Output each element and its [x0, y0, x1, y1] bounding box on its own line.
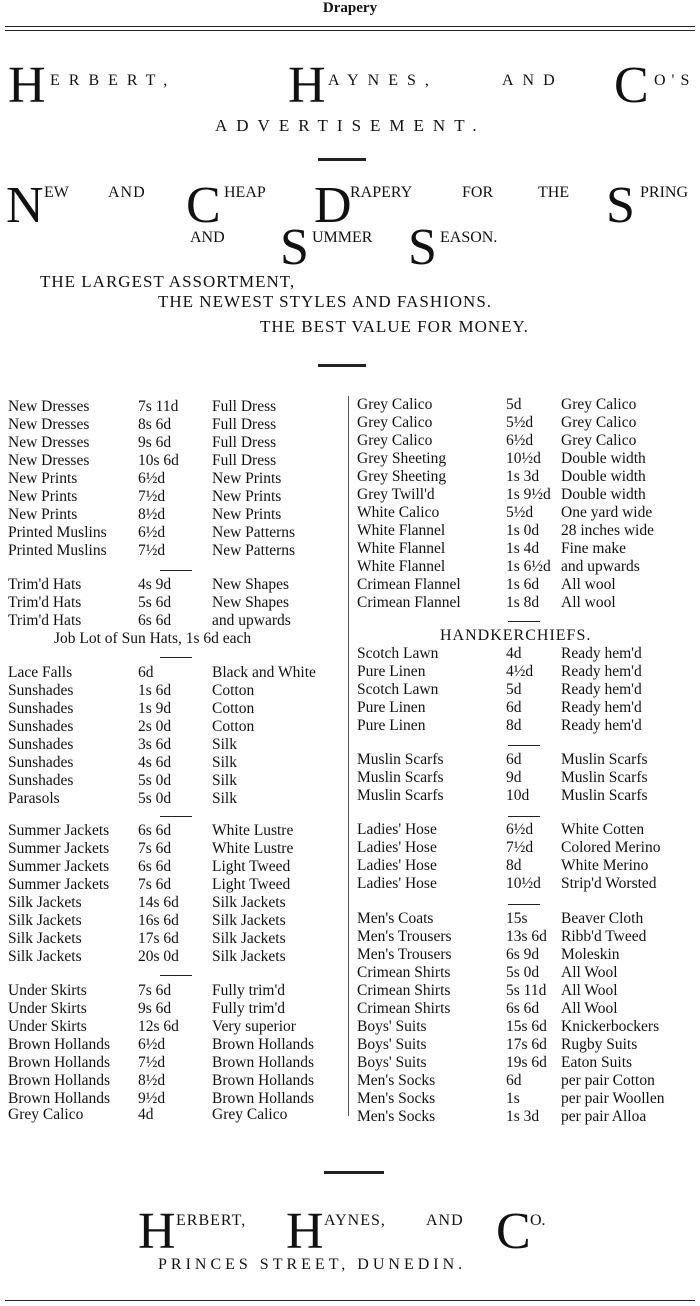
left-item-name: Trim'd Hats — [8, 594, 82, 611]
column-divider — [348, 396, 349, 1116]
left-item-name: Trim'd Hats — [8, 612, 82, 629]
right-item-name: White Flannel — [357, 540, 446, 557]
right-item-name: Men's Socks — [357, 1090, 436, 1107]
title-word-and: AND — [502, 72, 564, 89]
right-description: Eaton Suits — [561, 1054, 633, 1071]
right-description: Double width — [561, 468, 646, 485]
left-item-name: New Dresses — [8, 416, 90, 433]
headline-word-heap: HEAP — [224, 184, 266, 201]
left-item-name: Trim'd Hats — [8, 576, 82, 593]
right-description: Beaver Cloth — [561, 910, 644, 927]
right-item-name: Crimean Flannel — [357, 576, 461, 593]
footer-cap-c: C — [496, 1203, 531, 1260]
left-price: 4s 6d — [138, 754, 172, 771]
title-cap-h1: H — [8, 57, 46, 114]
left-description: New Patterns — [212, 524, 296, 541]
left-description: Very superior — [212, 1018, 296, 1035]
left-price: 10s 6d — [138, 452, 179, 469]
right-description: Double width — [561, 450, 646, 467]
sep-l2 — [160, 657, 192, 658]
left-description: Brown Hollands — [212, 1036, 315, 1053]
tagline-2: THE NEWEST STYLES AND FASHIONS. — [158, 292, 493, 311]
right-price: 6s 9d — [506, 946, 540, 963]
title-divider — [318, 158, 366, 161]
right-price: 1s 9½d — [506, 486, 551, 503]
left-description: Full Dress — [212, 434, 277, 451]
left-item-name: Brown Hollands — [8, 1036, 111, 1053]
headline-word-the: THE — [538, 184, 570, 201]
right-item-name: Crimean Flannel — [357, 594, 461, 611]
left-item-name: Silk Jackets — [8, 948, 82, 965]
headline-word-and: AND — [108, 184, 146, 201]
left-description: Brown Hollands — [212, 1090, 315, 1107]
left-item-name: Sunshades — [8, 682, 74, 699]
left-price: 6s 6d — [138, 612, 172, 629]
right-item-name: White Calico — [357, 504, 440, 521]
right-item-name: Grey Calico — [357, 432, 433, 449]
right-price: 1s 8d — [506, 594, 540, 611]
right-description: 28 inches wide — [561, 522, 654, 539]
left-description: Brown Hollands — [212, 1072, 315, 1089]
right-item-name: Men's Trousers — [357, 946, 452, 963]
right-description: Rugby Suits — [561, 1036, 638, 1053]
left-description: New Patterns — [212, 542, 296, 559]
right-description: Grey Calico — [561, 396, 637, 413]
left-item-name: New Dresses — [8, 434, 90, 451]
left-price: 7s 11d — [138, 398, 179, 415]
footer-word-and: AND — [426, 1212, 464, 1229]
footer-cap-h2: H — [286, 1203, 324, 1260]
right-description: Ready hem'd — [561, 699, 642, 716]
left-description: Light Tweed — [212, 858, 291, 875]
right-description: All wool — [561, 576, 616, 593]
right-item-name: Boys' Suits — [357, 1018, 427, 1035]
headline-word-eason: EASON. — [440, 229, 498, 246]
right-item-name: Crimean Shirts — [357, 964, 451, 981]
right-item-name: Muslin Scarfs — [357, 751, 444, 768]
section-header: Drapery — [322, 0, 378, 16]
right-price: 1s 3d — [506, 1108, 540, 1125]
headline-cap-c: C — [186, 177, 221, 234]
right-item-name: Men's Coats — [357, 910, 434, 927]
left-description: New Prints — [212, 506, 282, 523]
left-description: Grey Calico — [212, 1106, 288, 1123]
sep-l3 — [160, 816, 192, 817]
right-price: 6½d — [506, 821, 534, 838]
title-cap-c: C — [614, 57, 649, 114]
right-description: Colored Merino — [561, 839, 661, 856]
right-price: 5s 0d — [506, 964, 540, 981]
left-item-name: Summer Jackets — [8, 822, 110, 839]
right-description: Fine make — [561, 540, 626, 557]
right-price: 8d — [506, 717, 522, 734]
left-price: 8s 6d — [138, 416, 172, 433]
headline-word-for: FOR — [462, 184, 494, 201]
left-price: 6s 6d — [138, 822, 172, 839]
right-price: 6d — [506, 751, 522, 768]
right-item-name: Crimean Shirts — [357, 1000, 451, 1017]
left-item-name: New Dresses — [8, 452, 90, 469]
left-price: 6½d — [138, 1036, 166, 1053]
left-price: 5s 0d — [138, 790, 172, 807]
right-price: 6s 6d — [506, 1000, 540, 1017]
left-description: Silk — [212, 736, 237, 753]
right-item-name: Grey Calico — [357, 414, 433, 431]
left-price: 6s 6d — [138, 858, 172, 875]
advertisement-label: ADVERTISEMENT. — [215, 116, 486, 135]
right-description: Knickerbockers — [561, 1018, 660, 1035]
left-price: 7s 6d — [138, 982, 172, 999]
left-price: 6½d — [138, 470, 166, 487]
left-description: Full Dress — [212, 452, 277, 469]
right-price: 15s — [506, 910, 528, 927]
left-item-name: New Prints — [8, 488, 78, 505]
left-description: New Shapes — [212, 594, 290, 611]
right-description: All Wool — [561, 982, 618, 999]
headline-word-ummer: UMMER — [312, 229, 373, 246]
left-item-name: Sunshades — [8, 772, 74, 789]
right-description: One yard wide — [561, 504, 653, 521]
right-price: 10½d — [506, 450, 541, 467]
left-price: 8½d — [138, 506, 166, 523]
headline-word-and2: AND — [190, 229, 225, 246]
right-price: 8d — [506, 857, 522, 874]
left-price: 2s 0d — [138, 718, 172, 735]
left-item-name: Summer Jackets — [8, 858, 110, 875]
left-price: 9s 6d — [138, 1000, 172, 1017]
left-item-name: Printed Muslins — [8, 542, 107, 559]
right-description: Ready hem'd — [561, 717, 642, 734]
right-price: 5½d — [506, 414, 534, 431]
left-item-name: Under Skirts — [8, 1018, 87, 1035]
left-item-name: New Prints — [8, 506, 78, 523]
headline-cap-s1: S — [606, 177, 635, 234]
footer-cap-h1: H — [138, 1203, 176, 1260]
footer-address: PRINCES STREET, DUNEDIN. — [158, 1256, 467, 1273]
title-word-herbert: ERBERT, — [50, 72, 177, 89]
right-description: Muslin Scarfs — [561, 769, 648, 786]
footer-divider — [324, 1171, 384, 1174]
left-description: Light Tweed — [212, 876, 291, 893]
right-item-name: Ladies' Hose — [357, 839, 437, 856]
left-price: 7½d — [138, 542, 166, 559]
right-item-name: White Flannel — [357, 522, 446, 539]
headline-word-pring: PRING — [640, 184, 689, 201]
left-price: 4s 9d — [138, 576, 172, 593]
right-description: Ready hem'd — [561, 645, 642, 662]
left-item-name: Lace Falls — [8, 664, 73, 681]
footer-word-aynes: AYNES, — [324, 1212, 386, 1229]
right-description: Strip'd Worsted — [561, 875, 657, 892]
left-price: 20s 0d — [138, 948, 179, 965]
left-item-name: Sunshades — [8, 700, 74, 717]
left-item-name: Under Skirts — [8, 1000, 87, 1017]
right-description: per pair Cotton — [561, 1072, 655, 1089]
footer-word-erbert: ERBERT, — [176, 1212, 247, 1229]
right-description: Muslin Scarfs — [561, 787, 648, 804]
tagline-3: THE BEST VALUE FOR MONEY. — [260, 317, 529, 336]
left-price: 7s 6d — [138, 876, 172, 893]
right-item-name: Ladies' Hose — [357, 875, 437, 892]
right-description: Ready hem'd — [561, 663, 642, 680]
left-item-name: Printed Muslins — [8, 524, 107, 541]
right-description: Moleskin — [561, 946, 620, 963]
left-description: New Shapes — [212, 576, 290, 593]
left-item-name: New Dresses — [8, 398, 90, 415]
left-description: Full Dress — [212, 398, 277, 415]
left-price: 9s 6d — [138, 434, 172, 451]
right-price: 19s 6d — [506, 1054, 547, 1071]
right-description: Double width — [561, 486, 646, 503]
handkerchiefs-heading: HANDKERCHIEFS. — [440, 627, 592, 644]
right-price: 4d — [506, 645, 522, 662]
right-description: All wool — [561, 594, 616, 611]
right-item-name: Grey Twill'd — [357, 486, 435, 503]
sep-r3 — [508, 816, 540, 817]
left-description: Full Dress — [212, 416, 277, 433]
headline-cap-d: D — [314, 177, 352, 234]
right-item-name: Men's Socks — [357, 1108, 436, 1125]
left-description: Silk — [212, 790, 237, 807]
left-price: 3s 6d — [138, 736, 172, 753]
left-description: Silk Jackets — [212, 894, 286, 911]
left-description: New Prints — [212, 470, 282, 487]
right-description: Ready hem'd — [561, 681, 642, 698]
left-description: Silk Jackets — [212, 948, 286, 965]
header-rule-2 — [5, 30, 695, 31]
left-description: Silk Jackets — [212, 930, 286, 947]
left-description: Brown Hollands — [212, 1054, 315, 1071]
right-item-name: Grey Calico — [357, 396, 433, 413]
left-item-name: Summer Jackets — [8, 876, 110, 893]
left-price: 14s 6d — [138, 894, 179, 911]
left-item-name: Silk Jackets — [8, 894, 82, 911]
sep-r1 — [508, 621, 540, 622]
tagline-divider — [318, 364, 366, 367]
title-word-haynes: AYNES, — [328, 72, 438, 89]
footer-word-o: O. — [530, 1212, 546, 1229]
right-item-name: Muslin Scarfs — [357, 769, 444, 786]
right-description: All Wool — [561, 1000, 618, 1017]
right-item-name: Pure Linen — [357, 717, 426, 734]
right-price: 4½d — [506, 663, 534, 680]
left-item-name: Sunshades — [8, 754, 74, 771]
headline-cap-s3: S — [408, 219, 437, 276]
right-item-name: Muslin Scarfs — [357, 787, 444, 804]
right-price: 7½d — [506, 839, 534, 856]
right-description: and upwards — [561, 558, 640, 575]
left-description: New Prints — [212, 488, 282, 505]
left-item-name: Parasols — [8, 790, 60, 807]
left-price: 1s 9d — [138, 700, 172, 717]
left-price: 5s 6d — [138, 594, 172, 611]
right-item-name: Boys' Suits — [357, 1054, 427, 1071]
right-price: 5s 11d — [506, 982, 547, 999]
left-item-name: Sunshades — [8, 736, 74, 753]
right-description: per pair Alloa — [561, 1108, 647, 1125]
right-price: 15s 6d — [506, 1018, 547, 1035]
right-item-name: Ladies' Hose — [357, 857, 437, 874]
right-item-name: Pure Linen — [357, 663, 426, 680]
left-item-name: Silk Jackets — [8, 930, 82, 947]
right-item-name: Scotch Lawn — [357, 681, 439, 698]
left-description: White Lustre — [212, 840, 294, 857]
sep-l1 — [160, 570, 192, 571]
right-item-name: Pure Linen — [357, 699, 426, 716]
right-item-name: Men's Socks — [357, 1072, 436, 1089]
right-price: 9d — [506, 769, 522, 786]
right-price: 13s 6d — [506, 928, 547, 945]
headline-word-rapery: RAPERY — [350, 184, 413, 201]
right-price: 5½d — [506, 504, 534, 521]
right-item-name: Ladies' Hose — [357, 821, 437, 838]
right-price: 1s 6d — [506, 576, 540, 593]
left-item-name: Brown Hollands — [8, 1090, 111, 1107]
left-price: 5s 0d — [138, 772, 172, 789]
left-item-name: Sunshades — [8, 718, 74, 735]
right-description: per pair Woollen — [561, 1090, 665, 1107]
right-item-name: White Flannel — [357, 558, 446, 575]
left-price: 7s 6d — [138, 840, 172, 857]
right-price: 6d — [506, 1072, 522, 1089]
left-price: 6d — [138, 664, 154, 681]
left-description: Black and White — [212, 664, 316, 681]
title-cap-h2: H — [288, 57, 326, 114]
left-price: 9½d — [138, 1090, 166, 1107]
headline-cap-s2: S — [280, 219, 309, 276]
left-price: 8½d — [138, 1072, 166, 1089]
left-price: 4d — [138, 1106, 154, 1123]
right-price: 10½d — [506, 875, 541, 892]
left-item-name: New Prints — [8, 470, 78, 487]
right-price: 1s 3d — [506, 468, 540, 485]
right-price: 1s 6½d — [506, 558, 551, 575]
left-item-name: Grey Calico — [8, 1106, 84, 1123]
left-description: Cotton — [212, 700, 255, 717]
right-price: 5d — [506, 396, 522, 413]
headline-cap-n: N — [6, 177, 44, 234]
right-description: White Cotten — [561, 821, 645, 838]
right-description: Muslin Scarfs — [561, 751, 648, 768]
left-price: 1s 6d — [138, 682, 172, 699]
right-price: 1s 0d — [506, 522, 540, 539]
right-description: White Merino — [561, 857, 649, 874]
sep-r2 — [508, 745, 540, 746]
footer-rule — [5, 1300, 695, 1301]
right-price: 1s — [506, 1090, 520, 1107]
left-price: 7½d — [138, 488, 166, 505]
right-price: 6d — [506, 699, 522, 716]
left-description: and upwards — [212, 612, 291, 629]
left-description: Silk — [212, 754, 237, 771]
right-item-name: Crimean Shirts — [357, 982, 451, 999]
left-price: 6½d — [138, 524, 166, 541]
left-description: Fully trim'd — [212, 982, 285, 999]
left-item-name: Brown Hollands — [8, 1072, 111, 1089]
right-price: 6½d — [506, 432, 534, 449]
right-price: 10d — [506, 787, 530, 804]
left-item-name: Brown Hollands — [8, 1054, 111, 1071]
title-line — [8, 57, 46, 114]
right-price: 5d — [506, 681, 522, 698]
left-price: 17s 6d — [138, 930, 179, 947]
left-item-name: Under Skirts — [8, 982, 87, 999]
left-note: Job Lot of Sun Hats, 1s 6d each — [54, 630, 252, 647]
left-item-name: Summer Jackets — [8, 840, 110, 857]
left-description: Fully trim'd — [212, 1000, 285, 1017]
right-description: All Wool — [561, 964, 618, 981]
left-description: Cotton — [212, 682, 255, 699]
left-price: 16s 6d — [138, 912, 179, 929]
tagline-1: THE LARGEST ASSORTMENT, — [40, 272, 296, 291]
headline-word-ew: EW — [44, 184, 69, 201]
title-word-cos: O'S — [654, 72, 696, 89]
left-price: 7½d — [138, 1054, 166, 1071]
left-item-name: Silk Jackets — [8, 912, 82, 929]
right-price: 1s 4d — [506, 540, 540, 557]
right-price: 17s 6d — [506, 1036, 547, 1053]
left-description: Cotton — [212, 718, 255, 735]
sep-l4 — [160, 975, 192, 976]
left-description: White Lustre — [212, 822, 294, 839]
right-description: Grey Calico — [561, 432, 637, 449]
left-description: Silk — [212, 772, 237, 789]
right-description: Grey Calico — [561, 414, 637, 431]
right-item-name: Men's Trousers — [357, 928, 452, 945]
right-item-name: Grey Sheeting — [357, 468, 447, 485]
right-item-name: Scotch Lawn — [357, 645, 439, 662]
right-item-name: Grey Sheeting — [357, 450, 447, 467]
right-item-name: Boys' Suits — [357, 1036, 427, 1053]
header-rule — [5, 26, 695, 27]
left-price: 12s 6d — [138, 1018, 179, 1035]
sep-r4 — [508, 904, 540, 905]
left-description: Silk Jackets — [212, 912, 286, 929]
right-description: Ribb'd Tweed — [561, 928, 647, 945]
